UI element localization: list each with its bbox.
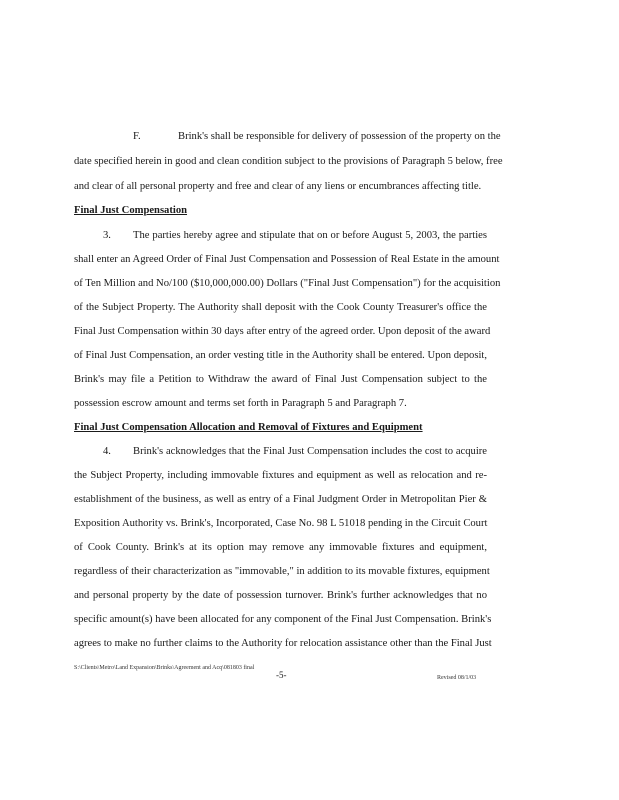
- paragraph-3-line: Final Just Compensation within 30 days after entry of the agreed order. Upon deposit of the award: [74, 326, 491, 337]
- paragraph-4-line: and personal property by the date of possession turnover. Brink's further acknowledges that no: [74, 590, 487, 601]
- paragraph-4-line: agrees to make no further claims to the Authority for relocation assistance other than the Final Just: [74, 638, 492, 649]
- footer-revision: Revised 08/1/03: [437, 675, 477, 681]
- paragraph-4-line: the Subject Property, including immovable fixtures and equipment as well as relocation and re-: [74, 470, 487, 481]
- page-number: -5-: [276, 670, 287, 680]
- paragraph-4-line: of Cook County. Brink's at its option may remove any immovable fixtures and equipment,: [74, 542, 487, 553]
- paragraph-3-line: possession escrow amount and terms set forth in Paragraph 5 and Paragraph 7.: [74, 398, 407, 409]
- paragraph-f-label: F.: [133, 131, 141, 142]
- paragraph-3-line: The parties hereby agree and stipulate that on or before August 5, 2003, the parties: [133, 230, 487, 241]
- paragraph-3-line: Brink's may file a Petition to Withdraw the award of Final Just Compensation subject to the: [74, 374, 487, 385]
- paragraph-3-line: shall enter an Agreed Order of Final Just Compensation and Possession of Real Estate in the amount: [74, 254, 500, 265]
- paragraph-4-line: specific amount(s) have been allocated for any component of the Final Just Compensation. Brink's: [74, 614, 492, 625]
- paragraph-f-line: Brink's shall be responsible for delivery of possession of the property on the: [178, 131, 501, 142]
- paragraph-3-label: 3.: [103, 230, 111, 241]
- paragraph-f-line: and clear of all personal property and free and clear of any liens or encumbrances affecting title.: [74, 181, 482, 192]
- paragraph-3-line: of the Subject Property. The Authority shall deposit with the Cook County Treasurer's office the: [74, 302, 487, 313]
- paragraph-4-line: Brink's acknowledges that the Final Just Compensation includes the cost to acquire: [133, 446, 487, 457]
- footer-file-path: S:\Clients\Metro\Land Expansion\Brinks\Agreement and Acq\081803 final: [74, 665, 255, 671]
- paragraph-4-line: regardless of their characterization as "immovable," in addition to its movable fixtures, equipment: [74, 566, 490, 577]
- section-heading-final-just-compensation: Final Just Compensation: [74, 205, 188, 216]
- paragraph-3-line: of Final Just Compensation, an order vesting title in the Authority shall be entered. Upon deposit,: [74, 350, 487, 361]
- paragraph-4-line: establishment of the business, as well as entry of a Final Judgment Order in Metropolitan Pier &: [74, 494, 487, 505]
- paragraph-4-label: 4.: [103, 446, 111, 457]
- paragraph-3-line: of Ten Million and No/100 ($10,000,000.00) Dollars ("Final Just Compensation") for the acquisition: [74, 278, 501, 289]
- paragraph-4-line: Exposition Authority vs. Brink's, Incorporated, Case No. 98 L 51018 pending in the Circuit Court: [74, 518, 488, 529]
- paragraph-f-line: date specified herein in good and clean condition subject to the provisions of Paragraph 5 below, free: [74, 156, 503, 167]
- section-heading-allocation-removal: Final Just Compensation Allocation and Removal of Fixtures and Equipment: [74, 422, 423, 433]
